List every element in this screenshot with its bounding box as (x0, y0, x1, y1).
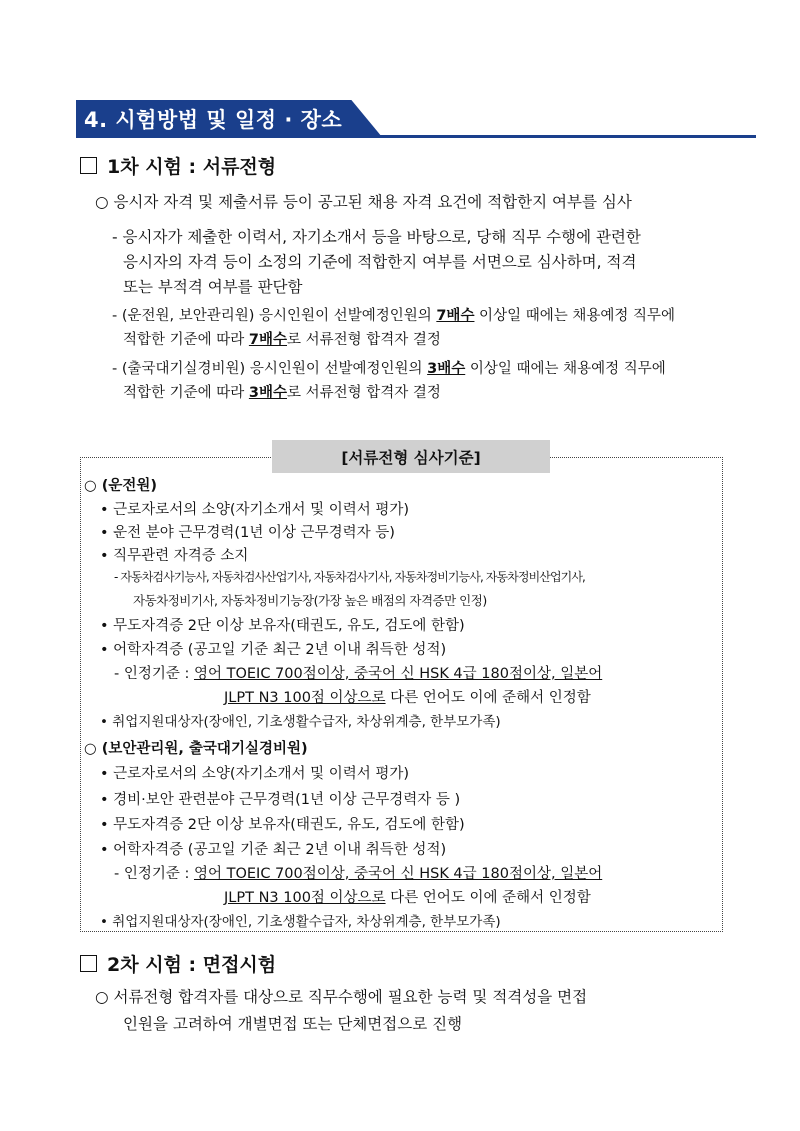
first-b1-line3: 또는 부적격 여부를 판단함 (123, 278, 303, 296)
criteria-g1-item: • 근로자로서의 소양(자기소개서 및 이력서 평가) (100, 502, 410, 518)
criteria-g1-cert-list-cont: 자동차정비기사, 자동차정비기능장(가장 높은 배점의 자격증만 인정) (133, 593, 487, 608)
criteria-g2-item: • 무도자격증 2단 이상 보유자(태권도, 유도, 검도에 한함) (100, 817, 465, 833)
first-b3-post: 이상일 때에는 채용예정 직무에 (465, 361, 666, 377)
criteria-g1-item: • 어학자격증 (공고일 기준 최근 2년 이내 취득한 성적) (100, 642, 447, 658)
criteria-group2-title: ○ (보안관리원, 출국대기실경비원) (84, 741, 308, 757)
criteria-g1-item: • 취업지원대상자(장애인, 기초생활수급자, 차상위계층, 한부모가족) (100, 714, 501, 730)
first-b2-multiplier: 7배수 (436, 308, 475, 324)
criteria-g2-standard-cont (224, 886, 591, 907)
checkbox-square-icon (80, 955, 97, 972)
criteria-g2-item: • 어학자격증 (공고일 기준 최근 2년 이내 취득한 성적) (100, 842, 447, 858)
first-b3-line1 (112, 357, 666, 381)
standard-languages: 영어 TOEIC 700점이상, 중국어 신 HSK 4급 180점이상, 일본어 (193, 666, 603, 682)
criteria-g1-item: • 무도자격증 2단 이상 보유자(태권도, 유도, 검도에 한함) (100, 618, 465, 634)
criteria-g1-item: • 운전 분야 근무경력(1년 이상 근무경력자 등) (100, 525, 395, 541)
first-b2-l2-multiplier: 7배수 (248, 332, 287, 348)
first-b3-line2 (123, 381, 441, 405)
standard-other: 다른 언어도 이에 준해서 인정함 (385, 890, 591, 906)
first-b2-line1 (112, 304, 675, 328)
first-exam-title: 1차 시험 : 서류전형 (107, 156, 277, 178)
standard-label: - 인정기준 : (114, 866, 194, 882)
standard-languages: 영어 TOEIC 700점이상, 중국어 신 HSK 4급 180점이상, 일본어 (193, 866, 603, 882)
second-exam-line1: ○ 서류전형 합격자를 대상으로 직무수행에 필요한 능력 및 적격성을 면접 (95, 988, 588, 1006)
criteria-label: [서류전형 심사기준] (272, 440, 550, 473)
standard-other: 다른 언어도 이에 준해서 인정함 (385, 690, 591, 706)
standard-jlpt: JLPT N3 100점 이상으로 (224, 890, 386, 906)
criteria-g2-item: • 경비·보안 관련분야 근무경력(1년 이상 근무경력자 등 ) (100, 792, 461, 808)
criteria-g1-item: • 직무관련 자격증 소지 (100, 548, 249, 564)
second-exam-heading (80, 950, 276, 977)
second-exam-line2: 인원을 고려하여 개별면접 또는 단체면접으로 진행 (123, 1015, 463, 1033)
first-b3-pre: - (출국대기실경비원) 응시인원이 선발예정인원의 (112, 361, 428, 377)
section-header-title: 4. 시험방법 및 일정 · 장소 (84, 108, 343, 132)
second-exam-title: 2차 시험 : 면접시험 (107, 954, 277, 976)
first-b3-l2-post: 로 서류전형 합격자 결정 (287, 385, 441, 401)
first-exam-intro: ○ 응시자 자격 및 제출서류 등이 공고된 채용 자격 요건에 적합한지 여부를 심사 (95, 193, 632, 211)
criteria-g1-cert-list: - 자동차검사기능사, 자동차검사산업기사, 자동차검사기사, 자동차정비기능사, 자동차정비산업기사, (114, 570, 585, 584)
checkbox-square-icon (80, 157, 97, 174)
first-b3-l2-multiplier: 3배수 (248, 385, 287, 401)
first-b2-line2 (123, 328, 441, 352)
first-b2-post: 이상일 때에는 채용예정 직무에 (474, 308, 675, 324)
first-b2-l2-post: 로 서류전형 합격자 결정 (287, 332, 441, 348)
criteria-g1-standard (114, 662, 602, 683)
criteria-g1-standard-cont (224, 686, 591, 707)
first-b2-l2-pre: 적합한 기준에 따라 (123, 332, 249, 348)
first-b1-line1: - 응시자가 제출한 이력서, 자기소개서 등을 바탕으로, 당해 직무 수행에 관련한 (112, 228, 641, 246)
first-exam-heading (80, 152, 276, 179)
first-b3-multiplier: 3배수 (427, 361, 466, 377)
first-b3-l2-pre: 적합한 기준에 따라 (123, 385, 249, 401)
criteria-g2-item: • 취업지원대상자(장애인, 기초생활수급자, 차상위계층, 한부모가족) (100, 914, 501, 930)
first-b1-line2: 응시자의 자격 등이 소정의 기준에 적합한지 여부를 서면으로 심사하며, 적격 (123, 253, 637, 271)
criteria-g2-standard (114, 862, 602, 883)
criteria-group1-title: ○ (운전원) (84, 478, 157, 494)
standard-jlpt: JLPT N3 100점 이상으로 (224, 690, 386, 706)
section-header-underline (76, 135, 756, 138)
criteria-g2-item: • 근로자로서의 소양(자기소개서 및 이력서 평가) (100, 766, 410, 782)
first-b2-pre: - (운전원, 보안관리원) 응시인원이 선발예정인원의 (112, 308, 437, 324)
standard-label: - 인정기준 : (114, 666, 194, 682)
